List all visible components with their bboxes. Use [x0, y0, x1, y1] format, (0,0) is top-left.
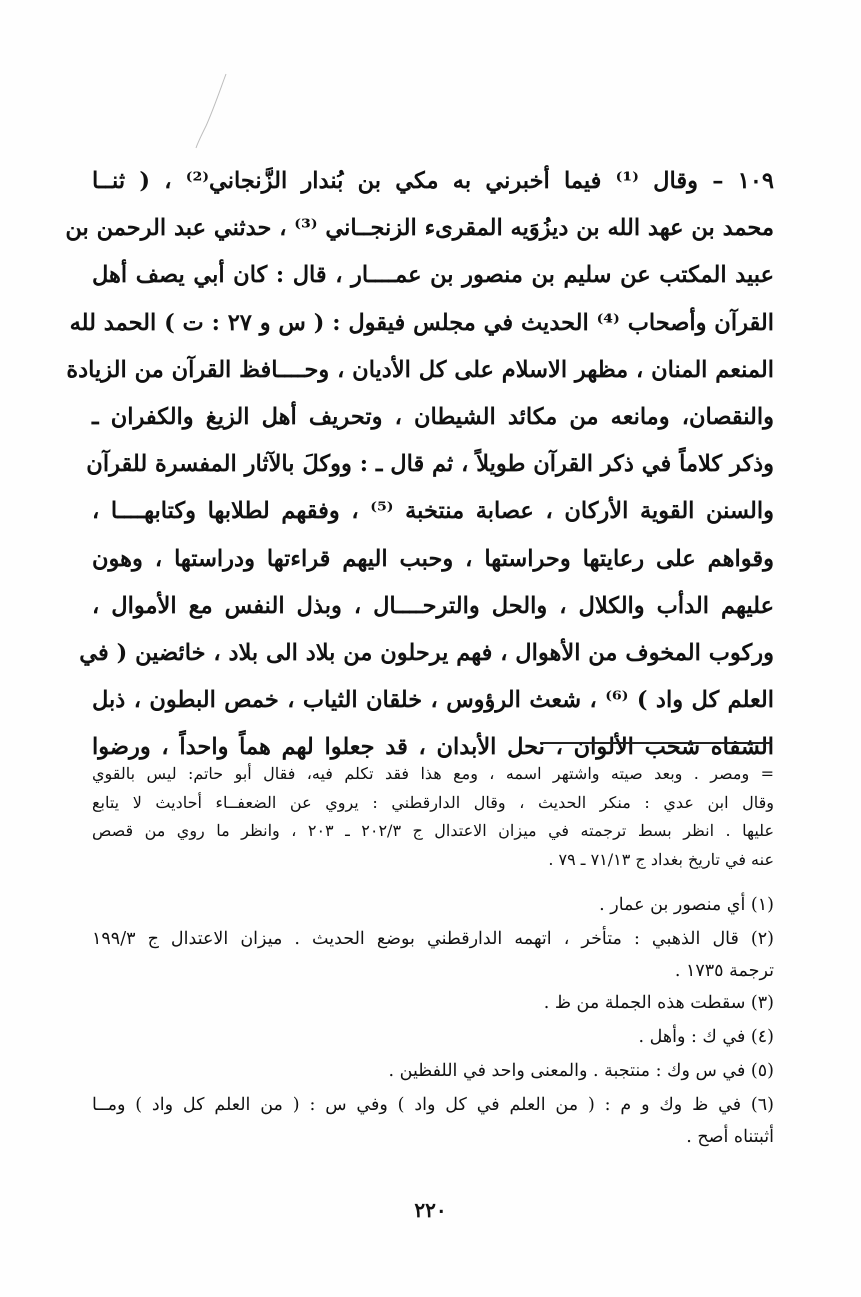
footnote-list	[92, 888, 774, 1152]
continued-footnote	[92, 760, 774, 874]
footnote-text: (١) أي منصور بن عمار .	[599, 895, 774, 915]
footnote-1	[92, 888, 774, 922]
main-text-line: العلم كل واد ) ⁽⁶⁾ ، شعث الرؤوس ، خلقان الثياب ، خمص البطون ، ذبل	[92, 687, 775, 714]
footnote-4	[92, 1020, 774, 1054]
footnote-2	[92, 922, 774, 986]
main-text-line: المنعم المنان ، مظهر الاسلام على كل الأديان ، وحــــافظ القرآن من الزيادة	[66, 356, 774, 383]
main-text-line: عبيد المكتب عن سليم بن منصور بن عمــــار ، قال : كان أبي يصف أهل	[92, 262, 774, 289]
footnote-line: عنه في تاريخ بغداد ج ٧١/١٣ ـ ٧٩ .	[548, 849, 774, 869]
footnote-continuation: ترجمة ١٧٣٥ .	[674, 961, 774, 981]
footnote-text: (٥) في س وك : منتجبة . والمعنى واحد في اللفظين .	[388, 1061, 774, 1081]
main-text-line: وذكر كلاماً في ذكر القرآن طويلاً ، ثم قال ـ : ووكلَ بالآثار المفسرة للقرآن	[86, 451, 774, 478]
footnote-5	[92, 1054, 774, 1088]
footnote-line: وقال ابن عدي : منكر الحديث ، وقال الدارقطني : يروي عن الضعفــاء أحاديث لا يتابع	[92, 792, 774, 812]
footnote-separator	[540, 742, 772, 744]
main-text-line: ١٠٩ – وقال ⁽¹⁾ فيما أخبرني به مكي بن بُندار الزَّنجاني⁽²⁾ ، ( ثنــا	[92, 168, 774, 194]
main-text-line: وركوب المخوف من الأهوال ، فهم يرحلون من بلاد الى بلاد ، خائضين ( في	[79, 639, 774, 666]
footnote-line: = ومصر . وبعد صيته واشتهر اسمه ، ومع هذا فقد تكلم فيه، فقال أبو حاتم: ليس بالقوي	[92, 764, 774, 783]
footnote-6	[92, 1088, 774, 1152]
footnote-continuation: أثبتناه أصح .	[686, 1127, 774, 1147]
main-text-line: والنقصان، ومانعه من مكائد الشيطان ، وتحريف أهل الزيغ والكفران ـ	[92, 403, 774, 430]
footnote-3	[92, 986, 774, 1020]
main-text-line: وقواهم على رعايتها وحراستها ، وحبب اليهم قراءتها ودراستها ، وهون	[92, 545, 774, 572]
main-text-line: القرآن وأصحاب ⁽⁴⁾ الحديث في مجلس فيقول : ( س و ٢٧ : ت ) الحمد لله	[69, 309, 774, 336]
scan-artifact-mark	[192, 70, 232, 150]
main-text-line: والسنن القوية الأركان ، عصابة منتخبة ⁽⁵⁾ ، وفقهم لطلابها وكتابهــــا ،	[92, 498, 774, 525]
footnote-text: (٤) في ك : وأهل .	[638, 1027, 774, 1047]
footnote-line: عليها . انظر بسط ترجمته في ميزان الاعتدال ج ٢٠٢/٣ ـ ٢٠٣ ، وانظر ما روي من قصص	[92, 821, 774, 840]
page-number: ٢٢٠	[414, 1198, 447, 1222]
main-text-line: الشفاه شحب الألوان ، نحل الأبدان ، قد جعلوا لهم هماً واحداً ، ورضوا	[92, 734, 775, 761]
main-text-line: محمد بن عهد الله بن ديزُوَيه المقرىء الزنجــاني ⁽³⁾ ، حدثني عبد الرحمن بن	[65, 215, 774, 242]
footnote-text: (٢) قال الذهبي : متأخر ، اتهمه الدارقطني بوضع الحديث . ميزان الاعتدال ج ١٩٩/٣	[92, 929, 774, 949]
footnote-text: (٣) سقطت هذه الجملة من ظ .	[543, 993, 774, 1013]
main-text-block	[65, 158, 775, 771]
footnote-text: (٦) في ظ وك و م : ( من العلم في كل واد ) وفي س : ( من العلم كل واد ) ومــا	[92, 1095, 774, 1115]
main-text-line: عليهم الدأب والكلال ، والحل والترحــــال ، وبذل النفس مع الأموال ،	[92, 592, 774, 619]
footnotes-section	[92, 760, 774, 1152]
